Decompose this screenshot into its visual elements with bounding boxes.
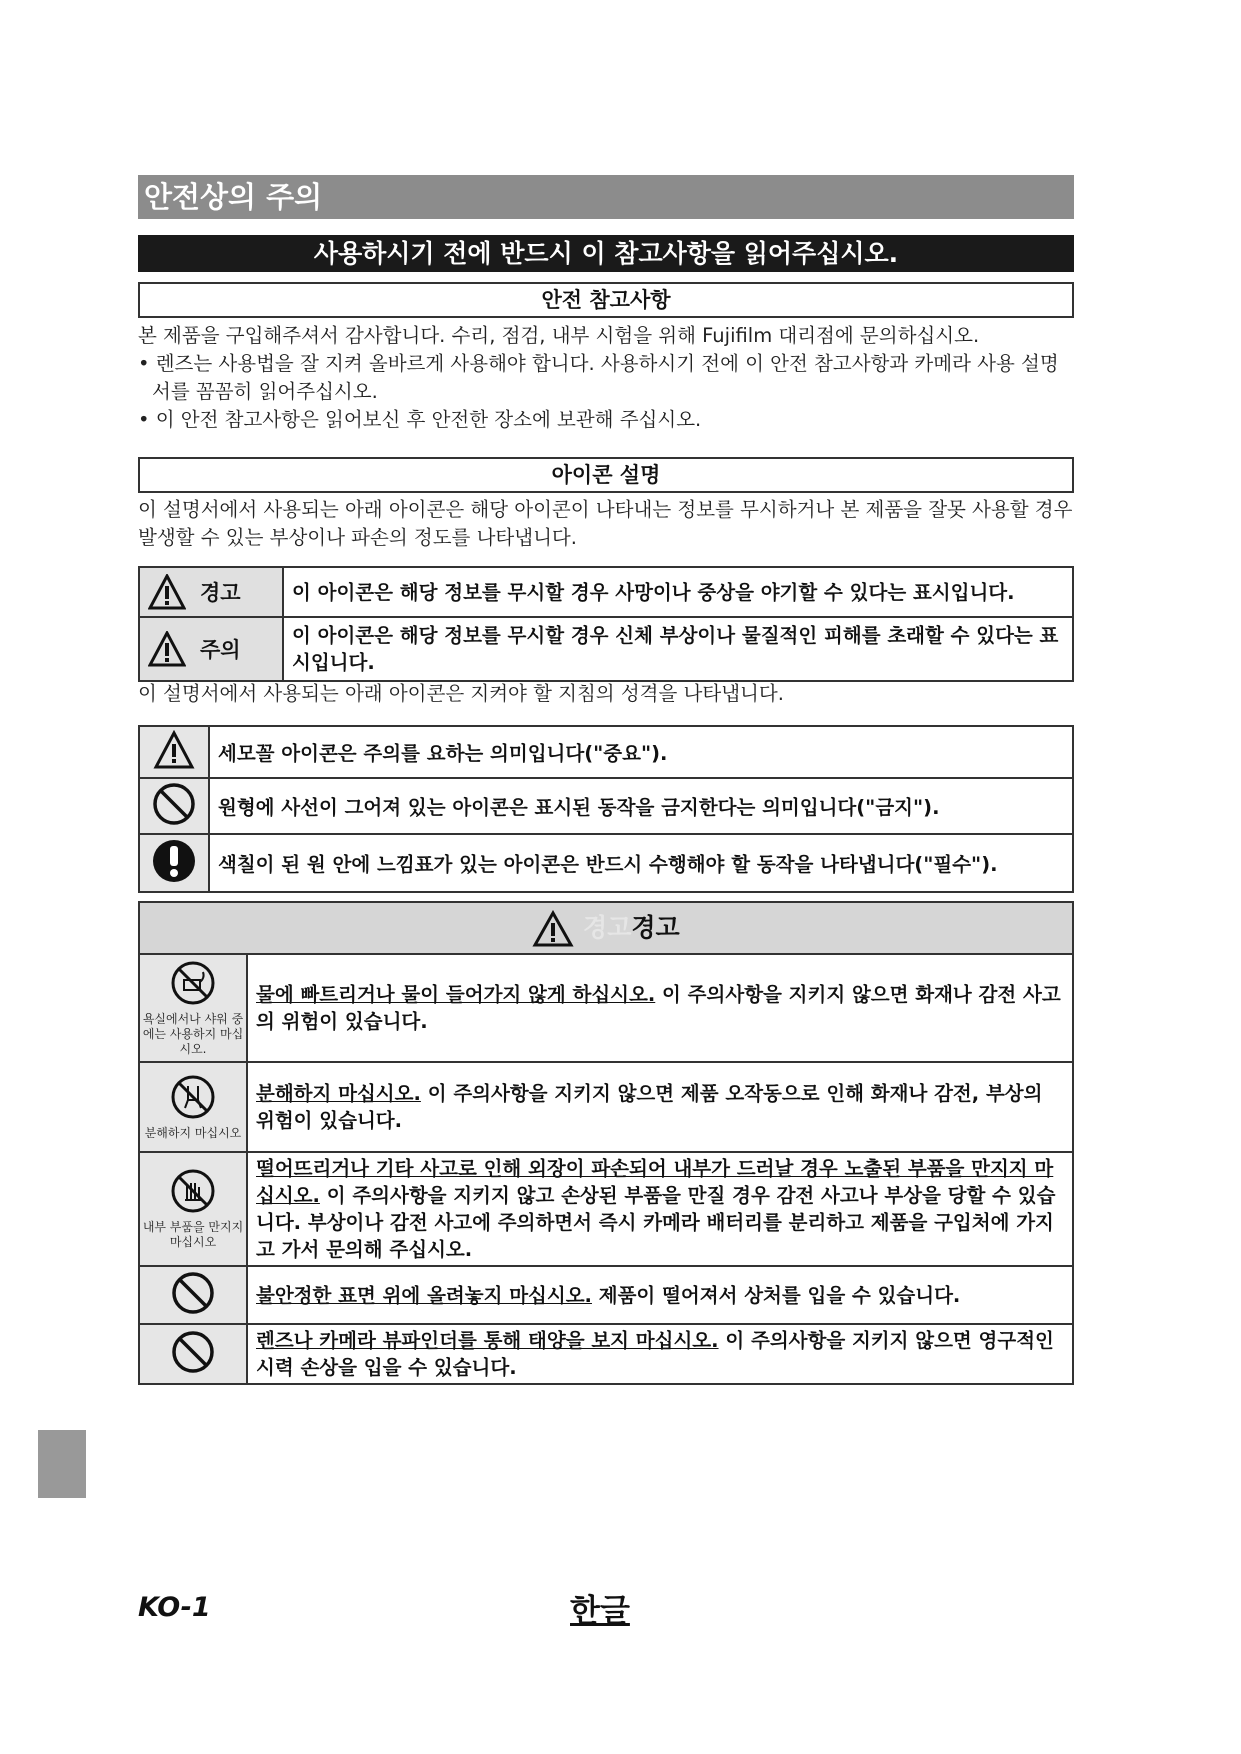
symbol-description: 원형에 사선이 그어져 있는 아이콘은 표시된 동작을 금지한다는 의미입니다("금지"). (209, 778, 1073, 834)
warning-description: 이 아이콘은 해당 정보를 무시할 경우 사망이나 중상을 야기할 수 있다는 표시입니다. (283, 567, 1073, 617)
warning-table-header-row (139, 902, 1073, 954)
no-disassembly-icon (170, 1074, 216, 1120)
warning-text: 이 주의사항을 지키지 않으면 영구적인 시력 손상을 입을 수 있습니다. (256, 1329, 1054, 1379)
warning-label: 경고 (200, 581, 241, 605)
caution-description: 이 아이콘은 해당 정보를 무시할 경우 신체 부상이나 물질적인 피해를 초래할 수 있다는 표시입니다. (283, 617, 1073, 681)
prohibition-circle-icon (171, 1330, 215, 1374)
warning-row (139, 954, 1073, 1062)
symbol-description: 세모꼴 아이콘은 주의를 요하는 의미입니다("중요"). (209, 726, 1073, 778)
warning-text: 이 주의사항을 지키지 않으면 제품 오작동으로 인해 화재나 감전, 부상의 위험이 있습니다. (256, 1082, 1043, 1132)
warning-triangle-icon (532, 910, 574, 948)
hazard-level-row (139, 617, 1073, 681)
symbol-description: 색칠이 된 원 안에 느낌표가 있는 아이콘은 반드시 수행해야 할 동작을 나타냅니다("필수"). (209, 834, 1073, 892)
warning-row (139, 1062, 1073, 1152)
warning-underlined-text: 분해하지 마십시오. (256, 1082, 421, 1105)
no-touch-icon (170, 1168, 216, 1214)
warning-triangle-icon (148, 631, 186, 667)
language-label: 한글 (570, 1593, 630, 1629)
warning-row (139, 1266, 1073, 1324)
safety-bullet: • 이 안전 참고사항은 읽어보신 후 안전한 장소에 보관해 주십시오. (138, 408, 702, 431)
warning-text: 제품이 떨어져서 상처를 입을 수 있습니다. (591, 1283, 961, 1307)
symbol-row (139, 726, 1073, 778)
warning-underlined-text: 물에 빠트리거나 물이 들어가지 않게 하십시오. (256, 983, 656, 1006)
hazard-level-table (138, 566, 1074, 682)
safety-bullet: • 렌즈는 사용법을 잘 지켜 올바르게 사용해야 합니다. 사용하시기 전에 이 안전 참고사항과 카메라 사용 설명서를 꼼꼼히 읽어주십시오. (138, 352, 1059, 403)
warning-icon-caption: 분해하지 마십시오 (144, 1125, 242, 1140)
safety-notes-intro: 본 제품을 구입해주셔서 감사합니다. 수리, 점검, 내부 시험을 위해 Fujifilm 대리점에 문의하십시오. (138, 324, 980, 347)
caution-triangle-icon (153, 730, 195, 770)
section-title: 안전상의 주의 (138, 175, 1074, 219)
warning-row (139, 1324, 1073, 1384)
warning-header-ghost: 경고 (583, 913, 632, 942)
warning-underlined-text: 렌즈나 카메라 뷰파인더를 통해 태양을 보지 마십시오. (256, 1329, 719, 1352)
symbol-table (138, 725, 1074, 893)
safety-notes-title: 안전 참고사항 (138, 282, 1074, 318)
warning-icon-caption: 욕실에서나 샤워 중에는 사용하지 마십시오. (142, 1011, 244, 1056)
side-tab-marker (38, 1430, 86, 1498)
warning-table (138, 901, 1074, 1385)
warning-triangle-icon (148, 574, 186, 610)
no-water-icon (170, 960, 216, 1006)
warning-text: 이 주의사항을 지키지 않으면 화재나 감전 사고의 위험이 있습니다. (256, 983, 1061, 1033)
symbol-row (139, 778, 1073, 834)
icon-explanation-intro2: 이 설명서에서 사용되는 아래 아이콘은 지켜야 할 지침의 성격을 나타냅니다. (138, 682, 784, 705)
read-before-use-banner: 사용하시기 전에 반드시 이 참고사항을 읽어주십시오. (138, 235, 1074, 272)
warning-row (139, 1152, 1073, 1266)
warning-underlined-text: 떨어뜨리거나 기타 사고로 인해 외장이 파손되어 내부가 드러날 경우 노출된 부품을 만지지 마십시오. (256, 1157, 1054, 1207)
mandatory-exclamation-icon (151, 838, 197, 884)
symbol-row (139, 834, 1073, 892)
prohibition-circle-icon (152, 782, 196, 826)
hazard-level-row (139, 567, 1073, 617)
page-number: KO-1 (138, 1592, 211, 1623)
warning-icon-caption: 내부 부품을 만지지 마십시오 (142, 1220, 244, 1249)
warning-text: 이 주의사항을 지키지 않고 손상된 부품을 만질 경우 감전 사고나 부상을 당할 수 있습니다. 부상이나 감전 사고에 주의하면서 즉시 카메라 배터리를 분리하고 제품을 구입처에 가지고 가서 문의해 주십시오. (256, 1184, 1056, 1261)
icon-explanation-intro: 이 설명서에서 사용되는 아래 아이콘은 해당 아이콘이 나타내는 정보를 무시하거나 본 제품을 잘못 사용할 경우 발생할 수 있는 부상이나 파손의 정도를 나타냅니다. (138, 498, 1073, 549)
icon-explanation-title: 아이콘 설명 (138, 457, 1074, 493)
warning-table-header (139, 902, 1073, 954)
warning-underlined-text: 불안정한 표면 위에 올려놓지 마십시오. (256, 1283, 592, 1307)
warning-header-label: 경고 (631, 913, 680, 942)
caution-label: 주의 (200, 638, 241, 662)
prohibition-circle-icon (171, 1271, 215, 1315)
